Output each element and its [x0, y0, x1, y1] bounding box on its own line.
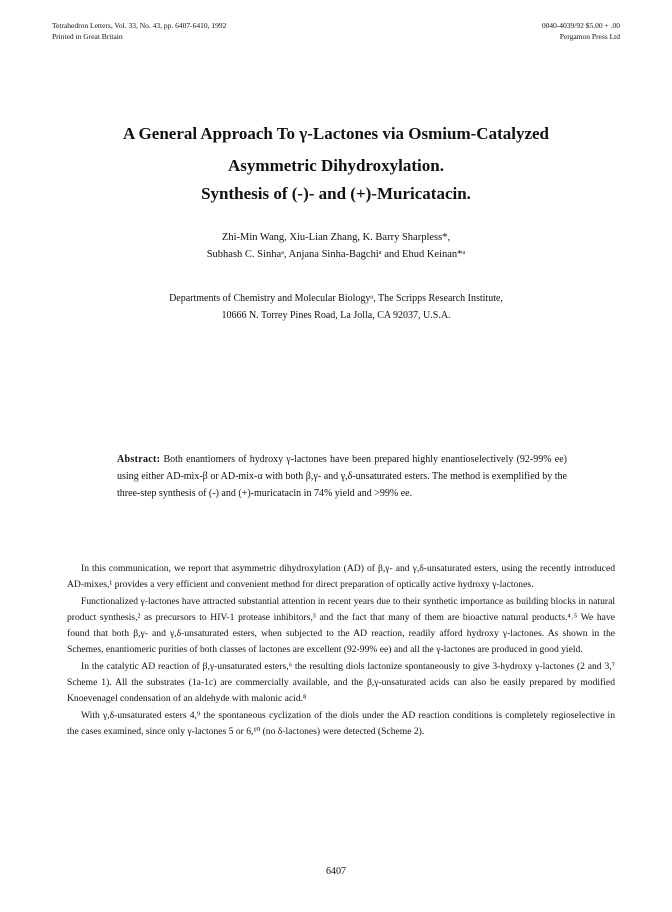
affiliation-line-1: Departments of Chemistry and Molecular Biologyᵃ, The Scripps Research Institute, — [169, 293, 503, 304]
journal-citation: Tetrahedron Letters, Vol. 33, No. 43, pp. 6407-6410, 1992 — [52, 21, 227, 30]
paragraph-4: With γ,δ-unsaturated esters 4,⁹ the spontaneous cyclization of the diols under the AD reaction conditions is completely regioselective in the cases examined, since only γ-lactones 5 or 6,¹⁰ (no δ-lactones) were detected (Scheme 2). — [67, 709, 615, 737]
paragraph-1: In this communication, we report that asymmetric dihydroxylation (AD) of β,γ- and γ,δ-unsaturated esters, using the recently introduced AD-mixes,¹ provides a very efficient and convenient method for direct preparation of optically active hydroxy γ-lactones. — [67, 563, 615, 591]
abstract-label: Abstract: — [117, 454, 161, 465]
affiliation-line-2: 10666 N. Torrey Pines Road, La Jolla, CA 92037, U.S.A. — [221, 310, 451, 321]
authors-line-2: Subhash C. Sinhaᵃ, Anjana Sinha-Bagchiᵃ and Ehud Keinan*ᵃ — [206, 249, 466, 260]
printed-note: Printed in Great Britain — [52, 32, 123, 41]
title-line-2: Asymmetric Dihydroxylation. — [228, 156, 444, 175]
publisher-name: Pergamon Press Ltd — [559, 32, 620, 41]
authors-line-1: Zhi-Min Wang, Xiu-Lian Zhang, K. Barry Sharpless*, — [221, 232, 451, 243]
page-number: 6407 — [326, 866, 346, 877]
abstract — [117, 451, 567, 502]
abstract-text: Both enantiomers of hydroxy γ-lactones have been prepared highly enantioselectively (92-99% ee) using either AD-mix-β or AD-mix-α with both β,γ- and γ,δ-unsaturated esters. The method is exemplified by the three-step synthesis of (-) and (+)-muricatacin in 74% yield and >99% ee. — [117, 454, 568, 499]
publisher-header — [542, 20, 620, 42]
issn-code: 0040-4039/92 $5.00 + .00 — [541, 21, 620, 30]
title-line-3: Synthesis of (-)- and (+)-Muricatacin. — [201, 184, 471, 203]
paragraph-2: Functionalized γ-lactones have attracted substantial attention in recent years due to their synthetic importance as building blocks in natural product synthesis,² as precursors to HIV-1 protease inhibitors,³ and the fact that many of them are bioactive natural products.⁴˒⁵ We have found that both β,γ- and γ,δ-unsaturated esters, when subjected to the AD reaction, readily afford hydroxy γ-lactones. As shown in the Schemes, enantiomeric purities of both classes of lactones are excellent (92-99% ee) and all the γ-lactones are produced in good yield. — [67, 595, 615, 656]
title-line-1: A General Approach To γ-Lactones via Osmium-Catalyzed — [122, 124, 550, 143]
paragraph-3: In the catalytic AD reaction of β,γ-unsaturated esters,⁶ the resulting diols lactonize spontaneously to give 3-hydroxy γ-lactones (2 and 3,⁷ Scheme 1). All the substrates (1a-1c) are commercially available, and the β,γ-unsaturated acids can also be easily prepared by modified Knoevenagel condensation of an aldehyde with malonic acid.⁸ — [67, 660, 615, 705]
journal-header — [52, 20, 226, 42]
body-text — [67, 561, 615, 740]
